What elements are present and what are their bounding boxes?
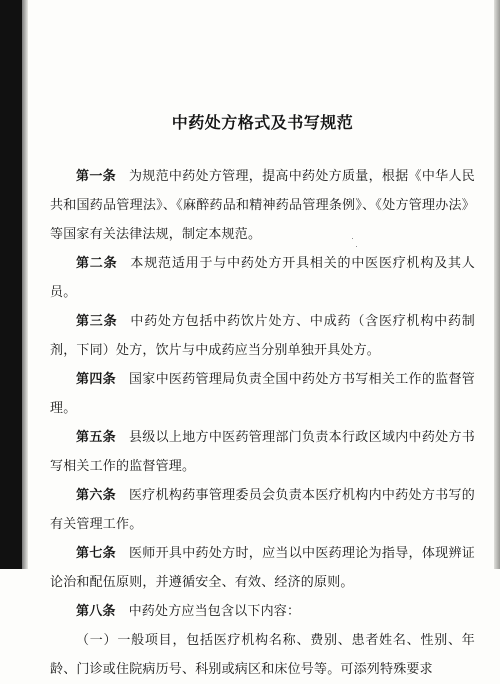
article-8 (50, 597, 475, 626)
scan-speck (352, 238, 353, 239)
sub-item-1: （一）一般项目，包括医疗机构名称、费别、患者姓名、性别、年龄、门诊或住院病历号、科别或病区和床位号等。可添列特殊要求 (50, 633, 475, 677)
article-2 (50, 249, 475, 307)
article-text: 县级以上地方中医药管理部门负责本行政区域内中药处方书写相关工作的监督管理。 (50, 430, 475, 474)
article-label: 第八条 (76, 604, 116, 619)
article-6 (50, 481, 475, 539)
scan-edge-shadow (22, 0, 28, 569)
article-text: 医师开具中药处方时，应当以中医药理论为指导，体现辨证论治和配伍原则，并遵循安全、有效、经济的原则。 (50, 546, 475, 590)
article-label: 第四条 (76, 372, 116, 387)
article-text: 本规范适用于与中药处方开具相关的中医医疗机构及其人员。 (50, 256, 475, 300)
scan-speck (356, 246, 357, 247)
article-3 (50, 307, 475, 365)
article-label: 第五条 (76, 430, 116, 445)
article-label: 第三条 (76, 314, 118, 329)
article-4 (50, 365, 475, 423)
scan-edge-right (494, 0, 500, 569)
document-title: 中药处方格式及书写规范 (171, 113, 354, 132)
article-1 (50, 162, 475, 249)
article-5 (50, 423, 475, 481)
article-label: 第二条 (76, 256, 118, 271)
article-text: 国家中医药管理局负责全国中药处方书写相关工作的监督管理。 (50, 372, 475, 416)
article-label: 第七条 (76, 546, 116, 561)
article-text: 为规范中药处方管理，提高中药处方质量，根据《中华人民共和国药品管理法》、《麻醉药品和精神药品管理条例》、《处方管理办法》等国家有关法律法规，制定本规范。 (50, 169, 475, 242)
scan-edge-left (0, 0, 22, 569)
document-body (50, 112, 475, 684)
article-text: 医疗机构药事管理委员会负责本医疗机构内中药处方书写的有关管理工作。 (50, 488, 475, 532)
article-text: 中药处方应当包含以下内容： (128, 604, 301, 619)
article-label: 第一条 (76, 169, 116, 184)
article-text: 中药处方包括中药饮片处方、中成药（含医疗机构中药制剂，下同）处方，饮片与中成药应当分别单独开具处方。 (50, 314, 475, 358)
article-7 (50, 539, 475, 597)
article-label: 第六条 (76, 488, 116, 503)
